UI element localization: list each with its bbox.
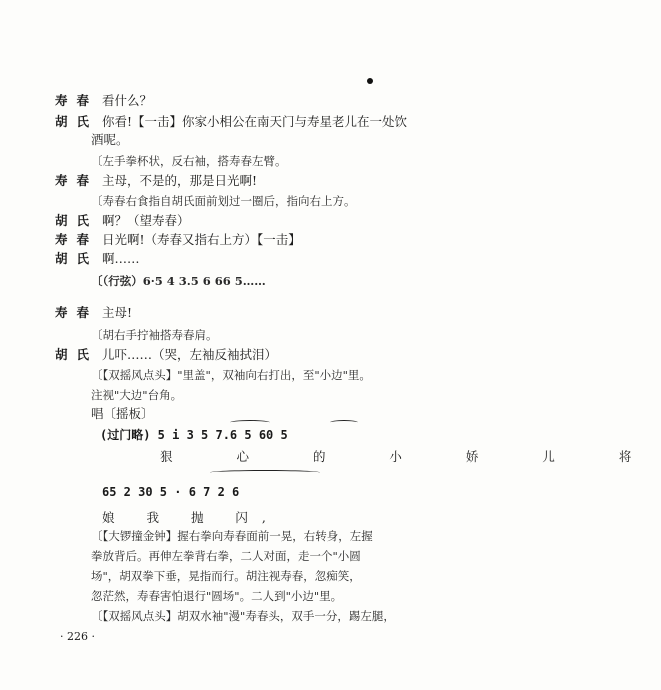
dialogue-line — [55, 114, 407, 130]
line-text: 〔（行弦）6·5 4 3.5 6 66 5…… — [91, 274, 266, 288]
dialogue-line — [55, 213, 190, 229]
line-text: 看什么？ — [102, 93, 153, 108]
line-text: 〔寿春右食指自胡氏面前划过一圈后，指向右上方。 — [91, 194, 356, 208]
slur-mark — [330, 420, 358, 425]
speaker: 寿春 — [55, 173, 99, 188]
stage-direction — [91, 568, 361, 584]
line-text: 日光啊!（寿春又指右上方）【一击】 — [102, 232, 301, 247]
speaker: 胡氏 — [55, 213, 99, 228]
line-text: 〔左手拳杯状，反右袖，搭寿春左臂。 — [91, 154, 287, 168]
line-text: 〔【双摇风点头】胡双水袖"漫"寿春头，双手一分，踢左腿， — [91, 609, 395, 623]
line-text: 你看!【一击】你家小相公在南天门与寿星老儿在一处饮 — [102, 114, 408, 129]
page-number: · 226 · — [60, 630, 95, 643]
dialogue-line — [55, 251, 140, 267]
speaker: 寿春 — [55, 232, 99, 247]
line-text: 〔胡右手拧袖搭寿春肩。 — [91, 328, 218, 342]
speaker: 胡氏 — [55, 251, 99, 266]
line-text: 场"，胡双拳下垂，晃指而行。胡注视寿春，忽痴笑， — [91, 569, 361, 583]
stage-direction — [91, 387, 182, 403]
speaker: 寿春 — [55, 305, 99, 320]
dialogue-line — [55, 347, 277, 363]
bullet-mark — [367, 78, 373, 84]
speaker: 寿春 — [55, 93, 99, 108]
line-text: 〔【大锣撞金钟】握右拳向寿春面前一晃，右转身，左握 — [91, 529, 373, 543]
line-text: 唱〔摇板〕 — [91, 406, 154, 421]
stage-direction — [91, 608, 395, 624]
speaker: 胡氏 — [55, 114, 99, 129]
music-notation-line — [91, 273, 266, 289]
line-text: 忽茫然，寿春害怕退行"圆场"。二人到"小边"里。 — [91, 589, 343, 603]
stage-direction — [91, 193, 356, 209]
slur-mark — [210, 470, 320, 475]
dialogue-line — [55, 232, 301, 248]
lyric-row-1: 狠 心 的 小 娇 儿 将 — [160, 449, 661, 464]
stage-direction — [91, 548, 361, 564]
score-row-1: (过门略) 5 i 3 5 7.6 5 60 5 — [100, 428, 288, 442]
lyric-row-2: 娘 我 抛 闪, — [102, 510, 280, 525]
stage-direction — [91, 327, 218, 343]
dialogue-line — [91, 132, 129, 148]
slur-mark — [230, 420, 270, 425]
line-text: 儿吓……（哭，左袖反袖拭泪） — [102, 347, 278, 362]
line-text: 拳放背后。再伸左拳背右拳，二人对面，走一个"小圆 — [91, 549, 361, 563]
line-text: 主母! — [102, 305, 133, 320]
stage-direction — [91, 367, 371, 383]
line-text: 啊…… — [102, 251, 140, 266]
score-row-2: 65 2 30 5 · 6 7 2 6 — [102, 485, 240, 499]
speaker: 胡氏 — [55, 347, 99, 362]
dialogue-line — [55, 173, 257, 189]
aria-label — [91, 406, 154, 422]
stage-direction — [91, 528, 373, 544]
dialogue-line — [55, 93, 152, 109]
line-text: 酒呢。 — [91, 132, 129, 147]
line-text: 注视"大边"台角。 — [91, 388, 183, 402]
line-text: 主母，不是的，那是日光啊! — [102, 173, 258, 188]
line-text: 〔【双摇风点头】"里盖"，双袖向右打出，至"小边"里。 — [91, 368, 371, 382]
stage-direction — [91, 153, 287, 169]
line-text: 啊？（望寿春） — [102, 213, 190, 228]
dialogue-line — [55, 305, 132, 321]
stage-direction — [91, 588, 342, 604]
